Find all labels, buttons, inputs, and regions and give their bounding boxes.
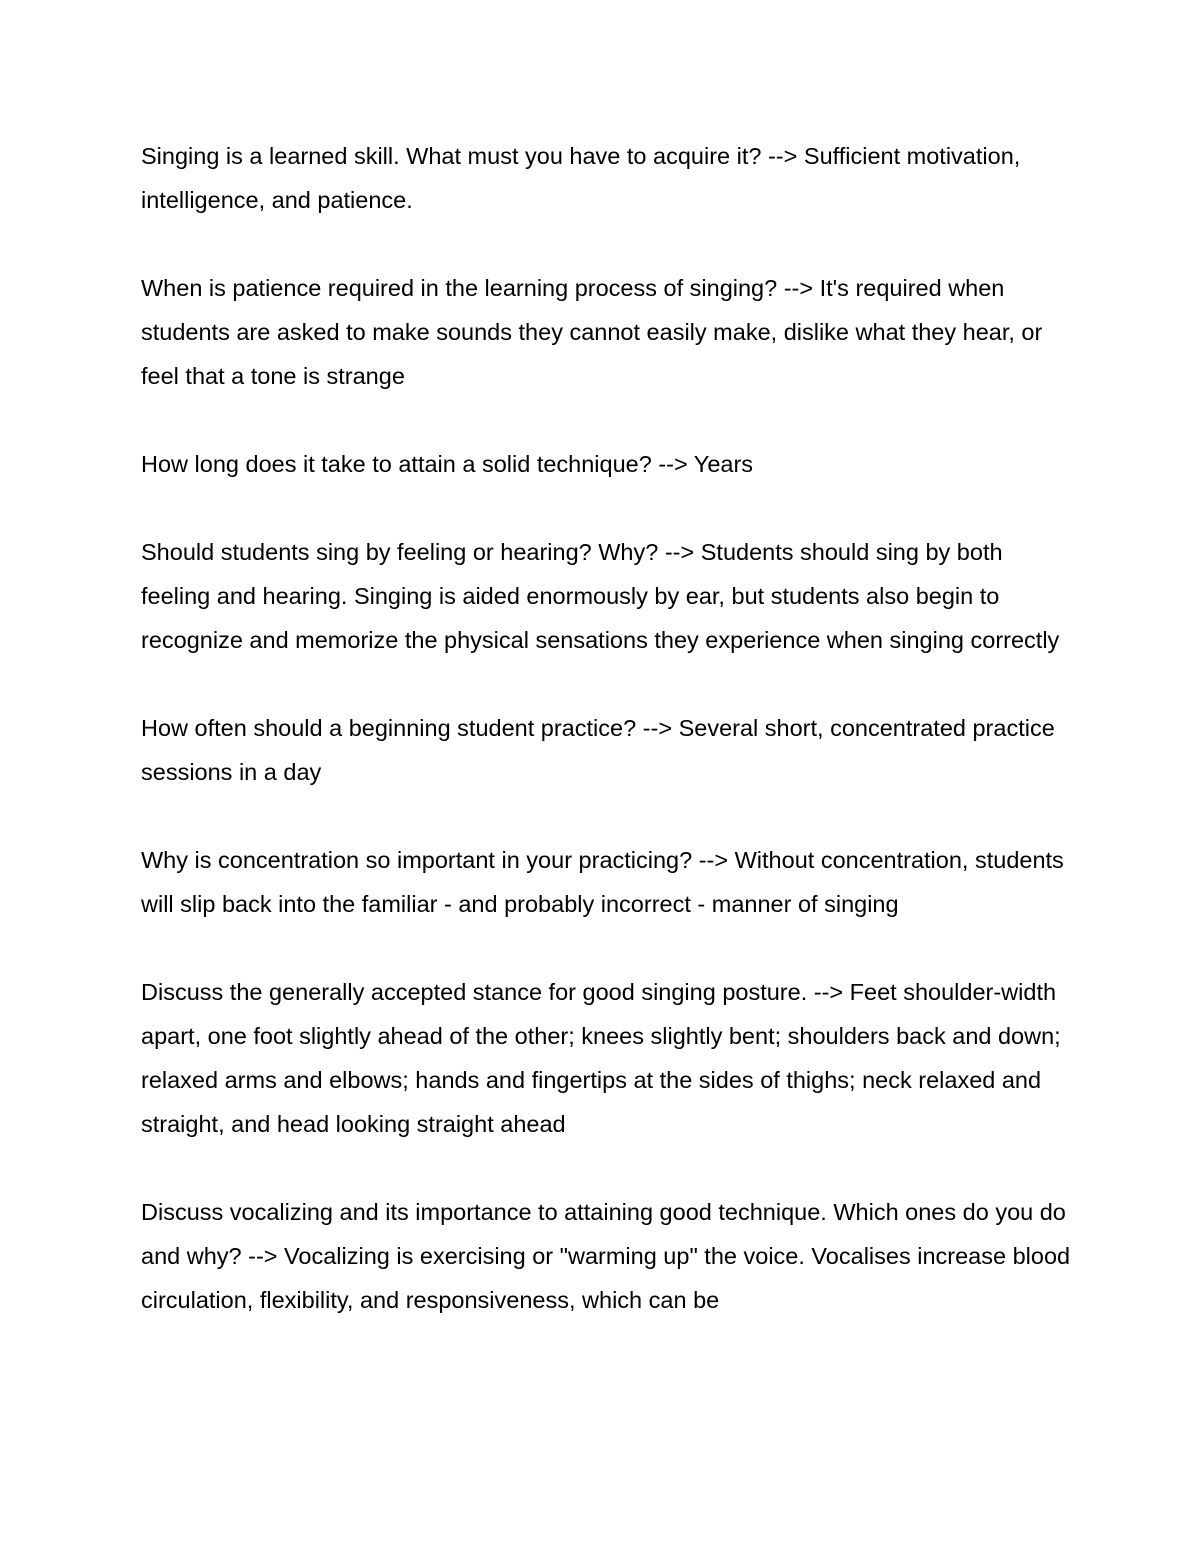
paragraph-patience: When is patience required in the learning process of singing? --> It's required when students are asked to make sounds they cannot easily make, dislike what they hear, or feel that a tone is strange <box>141 275 1043 389</box>
paragraph-concentration: Why is concentration so important in your practicing? --> Without concentration, students will slip back into the familiar - and probably incorrect - manner of singing <box>141 847 1064 917</box>
paragraph-technique-time: How long does it take to attain a solid technique? --> Years <box>141 451 754 477</box>
paragraph-posture: Discuss the generally accepted stance for good singing posture. --> Feet shoulder-width apart, one foot slightly ahead of the other; knees slightly bent; shoulders back and down; relaxed arms and elbows; hands and fingertips at the sides of thighs; neck relaxed and straight, and head looking straight ahead <box>141 979 1061 1137</box>
paragraph-feeling-hearing: Should students sing by feeling or hearing? Why? --> Students should sing by both feeling and hearing. Singing is aided enormously by ear, but students also begin to recognize and memorize the physical sensations they experience when singing correctly <box>141 539 1060 653</box>
paragraph-vocalizing: Discuss vocalizing and its importance to attaining good technique. Which ones do you do and why? --> Vocalizing is exercising or "warming up" the voice. Vocalises increase blood circulation, flexibility, and responsiveness, which can be <box>141 1199 1071 1313</box>
paragraph-practice-frequency: How often should a beginning student practice? --> Several short, concentrated practice sessions in a day <box>141 715 1055 785</box>
document-body <box>141 134 1071 1322</box>
paragraph-acquire-skill: Singing is a learned skill. What must you have to acquire it? --> Sufficient motivation, intelligence, and patience. <box>141 143 1021 213</box>
